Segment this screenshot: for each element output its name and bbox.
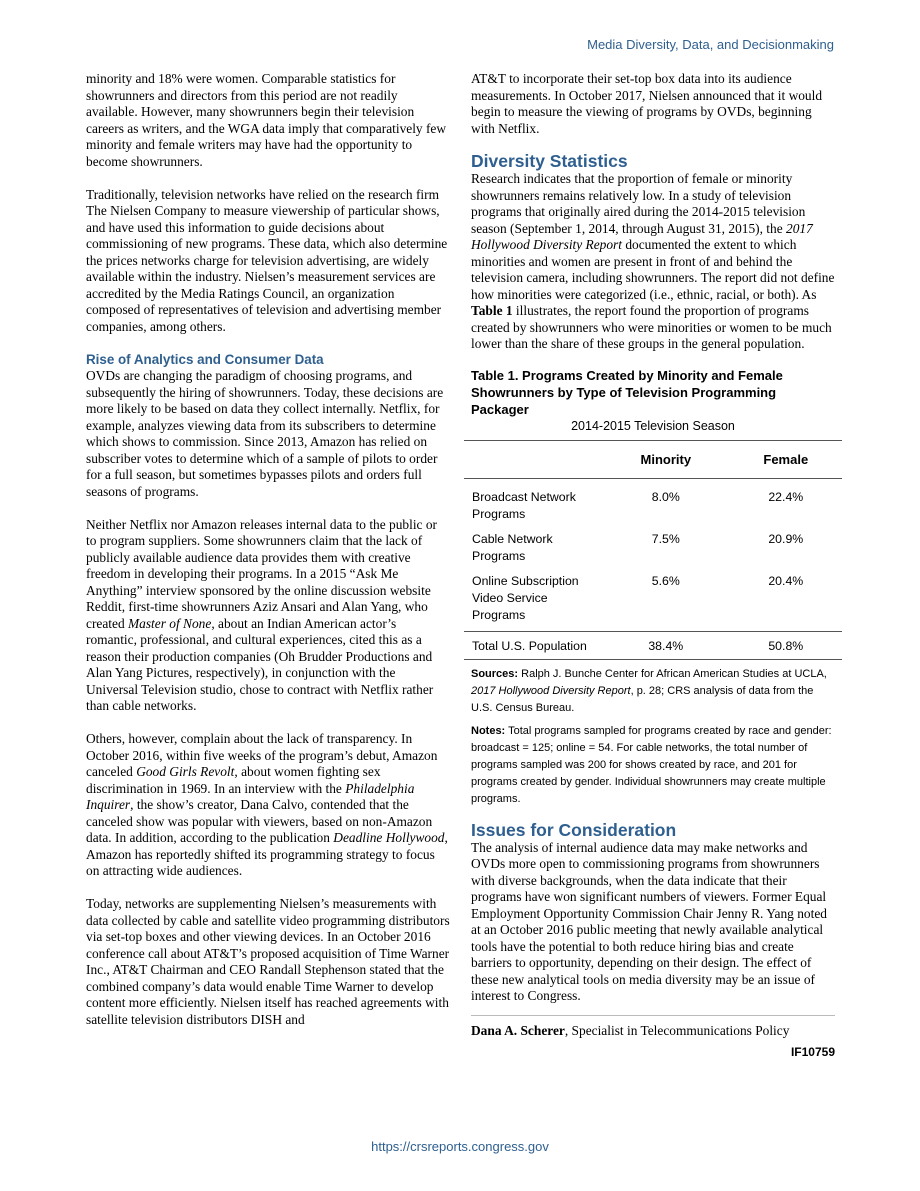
paragraph: OVDs are changing the paradigm of choosing programs, and subsequently the hiring of showrunners. Today, these decisions are more likely to be based on data they collect internally. Netflix, for example, analyzes viewing data from its subscribers to determine which shows to commission. Since 2013, Amazon has relied on subscriber votes to determine which of a sample of pilots to order for a full season, but sometimes bypasses pilots and orders full seasons of programs. (86, 368, 444, 499)
running-head: Media Diversity, Data, and Decisionmaking (587, 37, 834, 52)
text-run: , about women fighting sex discrimination in 1969. In an interview with the (86, 764, 381, 796)
text-run: Others, however, complain about the lack of transparency. In October 2016, within five weeks of the program’s debut, Amazon canceled (86, 731, 438, 779)
table-title: Table 1. Programs Created by Minority and Female Showrunners by Type of Television Programming Packager (471, 367, 783, 417)
text-run: Ralph J. Bunche Center for African American Studies at UCLA, (518, 667, 827, 680)
row-label: Cable Network Programs (472, 531, 553, 563)
minority-value: 5.6% (651, 573, 680, 588)
column-header-female: Female (728, 440, 842, 478)
row-label: Broadcast Network Programs (472, 489, 576, 521)
italic-title: Deadline Hollywood (333, 830, 445, 845)
paragraph (471, 171, 835, 353)
table-row-total (464, 631, 842, 659)
text-run: Neither Netflix nor Amazon releases internal data to the public or to program suppliers. Some showrunners claim that the lack of publicly available audience data provides them with creative freedom in developing their programs. In a 2015 “Ask Me Anything” interview sponsored by the online discussion website Reddit, first-time showrunners Aziz Ansari and Alan Yang, who created (86, 516, 438, 631)
table-subtitle: 2014-2015 Television Season (571, 418, 735, 433)
left-column (86, 71, 450, 1028)
table-header-blank (464, 440, 602, 478)
female-value: 22.4% (768, 489, 804, 504)
table-row (464, 478, 842, 527)
data-table (464, 440, 842, 660)
paragraph (86, 731, 450, 880)
italic-title: 2017 Hollywood Diversity Report (471, 220, 813, 252)
section-heading: Issues for Consideration (471, 819, 677, 840)
minority-value: 38.4% (602, 631, 728, 659)
text-run: documented the extent to which minorities and women are present in front of and behind the television camera, including showrunners. The report did not define how minorities were categorized (i.e., ethnic, racial, or both). As (471, 237, 835, 302)
right-column (471, 71, 835, 1059)
italic-title: 2017 Hollywood Diversity Report (471, 684, 631, 697)
italic-title: Philadelphia Inquirer (86, 780, 415, 812)
column-header-minority: Minority (602, 440, 728, 478)
paragraph: minority and 18% were women. Comparable statistics for showrunners and directors from this period are not readily available. However, many showrunners begin their television careers as writers, and the WGA data imply that comparatively few minority and female writers may have had the opportunity to become showrunners. (86, 71, 447, 169)
text-run: , p. 28; CRS analysis of data from the U.S. Census Bureau. (471, 684, 814, 714)
paragraph: The analysis of internal audience data may make networks and OVDs more open to commissioning programs from showrunners with diverse backgrounds, when the data indicate that their programs have won significant numbers of viewers. Former Equal Employment Opportunity Commission Chair Jenny R. Yang noted at an October 2016 public meeting that newly available analytical tools have the potential to both reduce hiring bias and create barriers to opportunity, depending on their design. The effect of these new analytical tools on media diversity may be an issue of interest to Congress. (471, 839, 827, 1003)
author-line (471, 1022, 835, 1039)
table-row (464, 527, 842, 569)
minority-value: 7.5% (651, 531, 680, 546)
sources-label: Sources: (471, 667, 519, 680)
female-value: 20.4% (768, 573, 804, 588)
paragraph: Today, networks are supplementing Nielsen’s measurements with data collected by cable and satellite video programming distributors via set-top boxes and other viewing devices. In an October 2016 conference call about AT&T’s proposed acquisition of Time Warner Inc., AT&T Chairman and CEO Randall Stephenson stated that the combined company’s data would enable Time Warner to develop content more efficiently. Nielsen itself has reached agreements with satellite television distributors DISH and (86, 896, 450, 1027)
subsection-heading: Rise of Analytics and Consumer Data (86, 351, 324, 367)
footer-url[interactable]: https://crsreports.congress.gov (371, 1139, 549, 1154)
author-title: , Specialist in Telecommunications Policy (564, 1022, 790, 1038)
row-label: Online Subscription Video Service Programs (472, 573, 579, 622)
row-label: Total U.S. Population (464, 631, 602, 659)
table-header-row (464, 440, 842, 478)
female-value: 50.8% (728, 631, 842, 659)
minority-value: 8.0% (651, 489, 680, 504)
italic-title: Good Girls Revolt (136, 764, 235, 779)
report-id: IF10759 (790, 1044, 835, 1059)
text-run: illustrates, the report found the proportion of programs created by showrunners who were minorities or women to be much lower than the share of these groups in the general population. (471, 303, 832, 351)
female-value: 20.9% (768, 531, 804, 546)
text-run: Total programs sampled for programs created by race and gender: broadcast = 125; online = 54. For cable networks, the total number of programs sampled was 200 for shows created by race, and 201 for programs created by gender. Individual showrunners may create multiple programs. (471, 724, 832, 805)
author-divider (471, 1015, 835, 1016)
table-row (464, 569, 842, 632)
table-sources (471, 666, 835, 717)
notes-label: Notes: (471, 724, 506, 737)
table-reference: Table 1 (471, 303, 513, 318)
table-block (471, 367, 835, 808)
paragraph (86, 517, 450, 715)
text-run: , about an Indian American actor’s romantic, professional, and cultural experiences, cited this as a reason their production companies (Oh Brudder Productions and Alan Yang Pictures, respectively), in conjunction with the Universal Television studio, chose to contract with Netflix rather than cable networks. (86, 615, 434, 713)
text-run: , the show’s creator, Dana Calvo, contended that the canceled show was popular with viewers, based on non-Amazon data. In addition, according to the publication (86, 797, 433, 845)
table-notes (471, 723, 835, 808)
paragraph: AT&T to incorporate their set-top box data into its audience measurements. In October 2017, Nielsen announced that it would begin to measure the viewing of programs by OVDs, beginning with Netflix. (471, 71, 823, 136)
text-run: , Amazon has reportedly shifted its programming strategy to focus on attracting wide audiences. (86, 830, 448, 878)
italic-title: Master of None (128, 615, 212, 631)
paragraph: Traditionally, television networks have relied on the research firm The Nielsen Company to measure viewership of particular shows, and have used this information to guide decisions about commissioning of new programs. These data, which also determine the prices networks charge for television advertising, are widely available within the industry. Nielsen’s measurement services are accredited by the Media Ratings Council, an organization composed of representatives of television and advertising member companies, among others. (86, 186, 448, 334)
author-name: Dana A. Scherer (471, 1022, 565, 1038)
section-heading: Diversity Statistics (471, 151, 628, 171)
text-run: Research indicates that the proportion of female or minority showrunners remains relatively low. In a study of television programs that originally aired during the 2014-2015 television season (September 1, 2014, through August 31, 2015), the (471, 171, 806, 236)
